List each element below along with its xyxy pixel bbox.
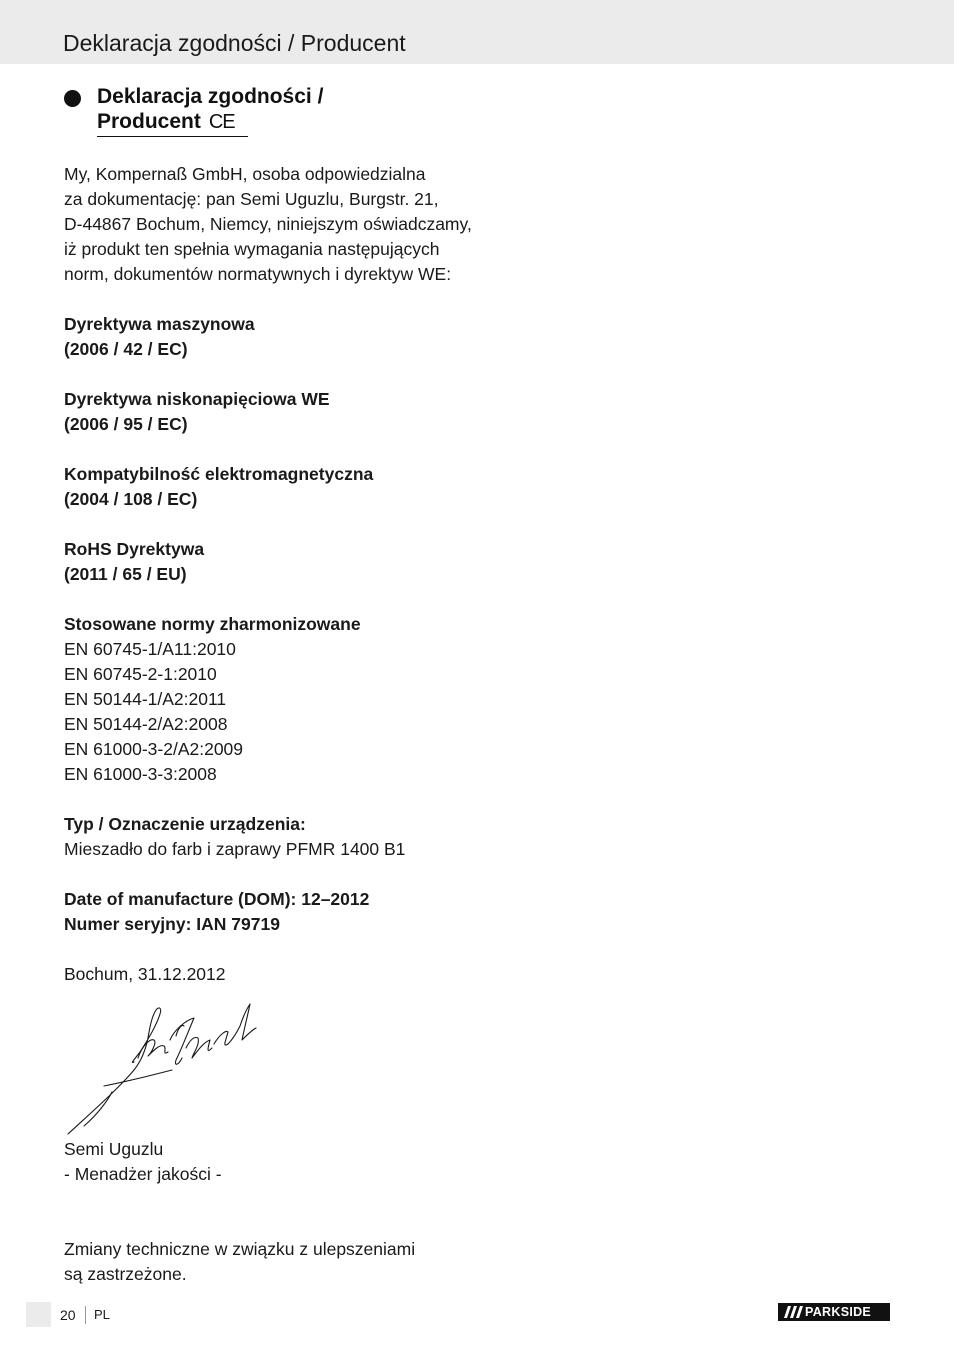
ce-mark-icon: CE bbox=[208, 111, 235, 133]
handwritten-signature bbox=[64, 1000, 274, 1140]
brand-name: PARKSIDE bbox=[805, 1305, 872, 1319]
harmonised-standards bbox=[64, 612, 361, 787]
directive-low-voltage bbox=[64, 387, 330, 437]
intro-line: iż produkt ten spełnia wymagania następujących bbox=[64, 239, 440, 259]
page-number: 20 bbox=[60, 1307, 76, 1323]
brand-stripes-icon bbox=[780, 1303, 804, 1321]
directive-name: Dyrektywa maszynowa bbox=[64, 314, 255, 334]
standard-item: EN 50144-2/A2:2008 bbox=[64, 714, 228, 734]
directive-name: RoHS Dyrektywa bbox=[64, 539, 205, 559]
note-line: są zastrzeżone. bbox=[64, 1264, 187, 1284]
place-date bbox=[64, 962, 226, 987]
directive-code: (2011 / 65 / EU) bbox=[64, 564, 187, 584]
standards-heading: Stosowane normy zharmonizowane bbox=[64, 614, 361, 634]
directive-name: Dyrektywa niskonapięciowa WE bbox=[64, 389, 330, 409]
intro-line: norm, dokumentów normatywnych i dyrektyw WE: bbox=[64, 264, 452, 284]
language-code: PL bbox=[94, 1307, 110, 1322]
intro-line: za dokumentację: pan Semi Uguzlu, Burgstr. 21, bbox=[64, 189, 439, 209]
directive-name: Kompatybilność elektromagnetyczna bbox=[64, 464, 374, 484]
heading-underline bbox=[97, 136, 248, 137]
device-type bbox=[64, 812, 405, 862]
intro-line: My, Kompernaß GmbH, osoba odpowiedzialna bbox=[64, 164, 426, 184]
section-heading bbox=[97, 84, 323, 135]
technical-changes-note bbox=[64, 1237, 415, 1287]
device-type-label: Typ / Oznaczenie urządzenia: bbox=[64, 814, 306, 834]
signatory bbox=[64, 1137, 222, 1187]
directive-code: (2006 / 95 / EC) bbox=[64, 414, 188, 434]
standard-item: EN 60745-1/A11:2010 bbox=[64, 639, 236, 659]
note-line: Zmiany techniczne w związku z ulepszeniami bbox=[64, 1239, 416, 1259]
signatory-name: Semi Uguzlu bbox=[64, 1139, 164, 1159]
directive-code: (2004 / 108 / EC) bbox=[64, 489, 198, 509]
manufacture-info bbox=[64, 887, 369, 937]
directive-rohs bbox=[64, 537, 204, 587]
directive-code: (2006 / 42 / EC) bbox=[64, 339, 188, 359]
directive-machinery bbox=[64, 312, 255, 362]
standard-item: EN 50144-1/A2:2011 bbox=[64, 689, 227, 709]
section-heading-line2 bbox=[97, 109, 323, 135]
page-title: Deklaracja zgodności / Producent bbox=[63, 30, 406, 56]
device-type-value: Mieszadło do farb i zaprawy PFMR 1400 B1 bbox=[64, 839, 406, 859]
brand-logo bbox=[778, 1303, 890, 1321]
standard-item: EN 61000-3-2/A2:2009 bbox=[64, 739, 244, 759]
place-date-text: Bochum, 31.12.2012 bbox=[64, 964, 226, 984]
standard-item: EN 60745-2-1:2010 bbox=[64, 664, 217, 684]
page-header bbox=[0, 0, 954, 64]
section-bullet-icon bbox=[64, 90, 81, 107]
standard-item: EN 61000-3-3:2008 bbox=[64, 764, 217, 784]
date-of-manufacture: Date of manufacture (DOM): 12–2012 bbox=[64, 889, 370, 909]
section-heading-line1: Deklaracja zgodności / bbox=[97, 85, 324, 108]
page-marker bbox=[26, 1302, 51, 1327]
serial-number: Numer seryjny: IAN 79719 bbox=[64, 914, 280, 934]
section-heading-text: Producent bbox=[97, 110, 201, 133]
intro-paragraph bbox=[64, 162, 472, 287]
footer-divider bbox=[85, 1306, 86, 1324]
directive-emc bbox=[64, 462, 373, 512]
signatory-role: - Menadżer jakości - bbox=[64, 1164, 222, 1184]
intro-line: D-44867 Bochum, Niemcy, niniejszym oświadczamy, bbox=[64, 214, 472, 234]
